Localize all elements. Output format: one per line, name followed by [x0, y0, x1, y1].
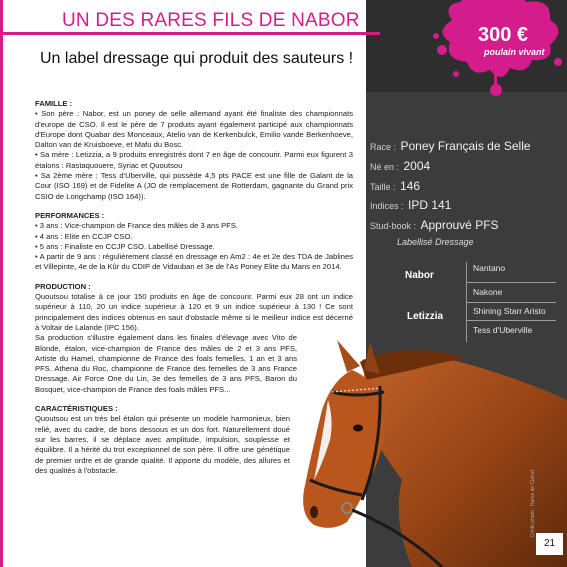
section-heading-performances: PERFORMANCES : [35, 210, 105, 220]
pedigree-bracket [466, 302, 467, 342]
page-title: UN DES RARES FILS DE NABOR [62, 10, 360, 31]
pedigree-sire-sire: Nantano [473, 263, 506, 273]
studbook-value: Approuvé PFS [420, 218, 499, 232]
section-heading-caracteristiques: CARACTÉRISTIQUES : [35, 404, 118, 414]
production-paragraph: Sa production s'illustre également dans les finales d'élevage avec Vito de Blonde, étalon, vice-champion de France des mâles de 2 et 3 ans PFS, Artiste du Hamel, championne de France des foals femelles, 1 an et 3 ans PFS. Athena du Roc, championne de France des femelles de 3 ans France Dressage. Air Force One du Lin, 3e des femelles de 3 ans PFS, Baron du Bosquet, vice-champion de France des foals mâles PFS... [35, 333, 297, 394]
famille-paragraph: • Son père : Nabor, est un poney de selle allemand ayant été finaliste des championnats d'europe de CSO. Il est le père de 7 produits ayant également participé aux championnats d'Europe dont Quabar des Monceaux, Atelio van de Kerkenbulck, Emilio vande Berkenhoeve, Dalton van de Kruisboeve, et Mafu du Bosc. [35, 109, 353, 150]
birth-label: Né en : [370, 162, 400, 172]
accent-bar-vertical-top [0, 0, 3, 36]
accent-bar-left [0, 32, 3, 567]
race-value: Poney Français de Selle [400, 139, 531, 153]
page-number: 21 [536, 533, 563, 555]
race-label: Race : [370, 142, 397, 152]
birth-row [370, 157, 430, 175]
production-paragraph: Quoutsou totalise à ce jour 150 produits en âge de concourir. Parmi eux 28 ont un indice supérieur à 110, 20 un indice supérieur à 120 et 9 un indice supérieur à 130 ! Ce sont principalement des indices obtenus en saut d'obstacle même si le meilleur indice est décerné à Voltair de Lalande (IPC 156). [35, 292, 353, 332]
performance-item: • A partir de 9 ans : régulièrement classé en dressage en Am2 : 4e et 2e des TDA de Jablines et Villepinte, 4e de la Kûr du CDIP de Vidauban et 3e de l'As Poney Elite du Mans en 2014. [35, 252, 353, 272]
performance-item: • 4 ans : Elite en CCJP CSO. [35, 231, 133, 241]
index-label: Indices : [370, 201, 404, 211]
photo-credit: Crédit photo : Haras de Clairet [530, 470, 536, 538]
index-row [370, 196, 451, 214]
caracteristiques-paragraph: Quoutsou est un très bel étalon qui présente un modèle harmonieux, bien relié, avec du cadre, de bons dessous et un dos fort. Naturellement doué sur les barres, il se déplace avec amplitude, impulsion, souplesse et équilibre. Il a hérité du trot exceptionnel de son père. Il offre une génétique de premier ordre et de grande qualité. Il apporte du modèle, des allures et des qualités à l'obstacle. [35, 414, 290, 475]
famille-paragraph: • Sa 2ème mère : Tess d'Uberville, qui possède 4,5 pts PACE est une fille de Galant de la Cour (ISO 169) et de Fidelite A (JO de remplacement de Rotterdam, gagnante du Grand prix CSIO de Longchamp (ISO 164)). [35, 171, 353, 201]
accent-bar-horizontal [0, 32, 380, 35]
birth-value: 2004 [403, 159, 431, 173]
pedigree-divider [466, 282, 556, 283]
famille-paragraph: • Sa mère : Letizzia, a 9 produits enregistrés dont 7 en âge de concourir. Parmi eux figurent 3 étalons : Rastaquouere, Syriac et Quoutsou [35, 150, 353, 170]
pedigree-divider [466, 320, 556, 321]
pedigree-dam-sire: Shining Starr Aristo [473, 306, 546, 316]
pedigree-dam: Letizzia [407, 311, 444, 322]
page-subtitle: Un label dressage qui produit des sauteurs ! [40, 50, 354, 67]
height-row [370, 177, 420, 195]
price-amount: 300 € [478, 24, 529, 46]
price-caption: poulain vivant [484, 47, 545, 57]
performance-item: • 5 ans : Finaliste en CCJP CSO. Labellisé Dressage. [35, 241, 215, 251]
section-heading-production: PRODUCTION : [35, 281, 91, 291]
studbook-label: Stud-book : [370, 221, 417, 231]
pedigree-sire-dam: Nakone [473, 287, 503, 297]
pedigree-sire: Nabor [405, 270, 434, 281]
performance-item: • 3 ans : Vice-champion de France des mâles de 3 ans PFS. [35, 221, 239, 231]
section-heading-famille: FAMILLE : [35, 99, 73, 108]
dressage-label: Labellisé Dressage [397, 237, 474, 247]
pedigree-divider [466, 302, 556, 303]
height-value: 146 [399, 179, 420, 193]
studbook-row [370, 216, 499, 234]
race-row [370, 137, 531, 155]
horse-photo [292, 340, 567, 567]
pedigree-dam-dam: Tess d'Uberville [473, 325, 533, 335]
height-label: Taille : [370, 182, 396, 192]
index-value: IPD 141 [407, 198, 452, 212]
